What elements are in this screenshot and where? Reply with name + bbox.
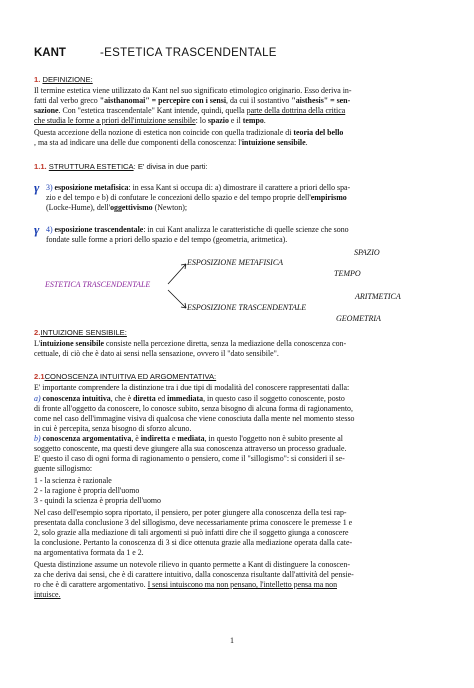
g3-line-3: (Locke-Hume), dell'oggettivismo (Newton);: [46, 203, 188, 212]
section-title: STRUTTURA ESTETICA: [48, 162, 134, 171]
s1-line-4: che studia le forme a priori dell'intuizione sensibile: lo spazio e il tempo.: [34, 116, 266, 125]
section-1-heading: [34, 75, 93, 84]
s2-line-1: L'intuizione sensibile consiste nella percezione diretta, senza la mediazione della conoscenza con-: [34, 339, 347, 348]
section-title: INTUIZIONE SENSIBILE:: [40, 328, 127, 337]
section-2-1-heading: [34, 372, 216, 381]
section-number: 2.1: [34, 372, 45, 381]
section-number: 2.: [34, 328, 41, 337]
syllogism-line-2: 2 - la ragione è propria dell'uomo: [34, 486, 140, 495]
section-title: CONOSCENZA INTUITIVA ED ARGOMENTATIVA:: [44, 372, 217, 381]
syllogism-line-3: 3 - quindi la scienza è propria dell'uomo: [34, 496, 161, 505]
g3-line-1: 3) esposizione metafisica: in essa Kant si occupa di: a) dimostrare il carattere a priori dello spa-: [46, 183, 351, 192]
diagram-geometria: GEOMETRIA: [336, 314, 381, 323]
s21-line-3: di fronte all'oggetto da conoscere, lo conosce subito, senza bisogno di alcuna forma di ragionamento,: [34, 404, 353, 413]
s21-line-17: na argomentativa formata da 1 e 2.: [34, 548, 144, 557]
g3-line-2: zio e del tempo e b) di confutare le concezioni dello spazio e del tempo proprie dell'empirismo: [46, 193, 347, 202]
section-number: 1.: [34, 75, 41, 84]
s21-line-6: b) conoscenza argomentativa, è indiretta e mediata, in questo l'oggetto non è subito presente al: [34, 434, 343, 443]
diagram-aritmetica: ARITMETICA: [355, 292, 401, 301]
s1-line-3: sazione. Con "estetica trascendentale" Kant intende, quindi, quella parte della dottrina della critica: [34, 106, 346, 115]
g4-line-2: fondate sulle forme a priori dello spazio e del tempo (geometria, aritmetica).: [46, 235, 288, 244]
section-number: 1.1.: [34, 162, 47, 171]
s1-line-1: Il termine estetica viene utilizzato da Kant nel suo significato etimologico originario. Esso deriva in-: [34, 86, 352, 95]
s1-line-6: , ma sta ad indicare una delle due componenti della conoscenza: l'intuizione sensibile.: [34, 138, 308, 147]
s21-line-4: come nel caso dell'immagine visiva di qualcosa che viene conosciuta dalla mente nel momento stesso: [34, 414, 355, 423]
diagram-estetica-trascendentale: ESTETICA TRASCENDENTALE: [45, 280, 151, 289]
section-2-heading: [34, 328, 127, 337]
s21-line-2: a) conoscenza intuitiva, che è diretta ed immediata, in questo caso il soggetto conoscente, posto: [34, 394, 345, 403]
arrow-up-line: [168, 264, 186, 284]
gamma-bullet-icon: γ: [34, 180, 40, 195]
s21-line-14: presentata dalla conclusione 3 del sillogismo, deve necessariamente prima conoscere le premesse 1 e: [34, 518, 353, 527]
section-intro: : E' divisa in due parti:: [133, 162, 208, 171]
s2-line-2: cettuale, di ciò che è dato ai sensi nella sensazione, ovvero il "dato sensibile".: [34, 349, 279, 358]
s21-line-8: E' questo il caso di ogni forma di ragionamento o pensiero, come il "sillogismo": si consideri il se-: [34, 454, 345, 463]
diagram-esposizione-trascendentale: ESPOSIZIONE TRASCENDENTALE: [187, 303, 307, 312]
title-main: KANT: [34, 47, 66, 59]
diagram-tempo: TEMPO: [334, 269, 361, 278]
arrow-down-line: [168, 290, 186, 308]
diagram-arrows: [164, 258, 194, 313]
s21-line-9: guente sillogismo:: [34, 464, 93, 473]
title-subtitle: -ESTETICA TRASCENDENTALE: [100, 47, 277, 59]
s21-line-21: intuisce.: [34, 590, 61, 599]
g4-line-1: 4) esposizione trascendentale: in cui Kant analizza le caratteristiche di quelle scienze che sono: [46, 225, 349, 234]
s21-line-18: Questa distinzione assume un notevole rilievo in quanto permette a Kant di distinguere la conoscen-: [34, 560, 350, 569]
s21-line-16: la conclusione. Pertanto la conoscenza di 3 si dice ottenuta grazie alla mediazione operata dalla cate-: [34, 538, 353, 547]
syllogism-line-1: 1 - la scienza è razionale: [34, 476, 112, 485]
s21-line-7: soggetto conoscente, ma questi deve giungere alla sua conoscenza attraverso un processo graduale.: [34, 444, 347, 453]
s21-line-15: 2, solo grazie alla mediazione di tali argomenti si può infatti dire che il soggetto giunga a conoscere: [34, 528, 349, 537]
section-1-1-heading: [34, 162, 208, 171]
page-title: [34, 47, 277, 59]
s21-line-13: Nel caso dell'esempio sopra riportato, il pensiero, per poter giungere alla conoscenza della tesi rap-: [34, 508, 347, 517]
s21-line-20: ro che è di carattere argomentativo. I sensi intuiscono ma non pensano, l'intelletto pensa ma non: [34, 580, 338, 589]
s21-line-19: za che deriva dai sensi, che è di carattere intuitivo, dalla conoscenza risultante dall'attività del pensie-: [34, 570, 354, 579]
s1-line-5: Questa accezione della nozione di estetica non coincide con quella tradizionale di teoria del bello: [34, 128, 344, 137]
gamma-bullet-icon: γ: [34, 222, 40, 237]
diagram-esposizione-metafisica: ESPOSIZIONE METAFISICA: [187, 258, 284, 267]
section-title: DEFINIZIONE:: [42, 75, 93, 84]
page-number: 1: [230, 636, 234, 645]
s21-line-5: in cui è percepita, senza bisogno di sforzo alcuno.: [34, 424, 192, 433]
diagram-spazio: SPAZIO: [354, 248, 380, 257]
s21-line-1: E' importante comprendere la distinzione tra i due tipi di modalità del conoscere rappresentati dalla:: [34, 383, 350, 392]
s1-line-2: fatti dal verbo greco "aisthanomai" = percepire con i sensi, da cui il sostantivo "aisthesis" = sen-: [34, 96, 351, 105]
